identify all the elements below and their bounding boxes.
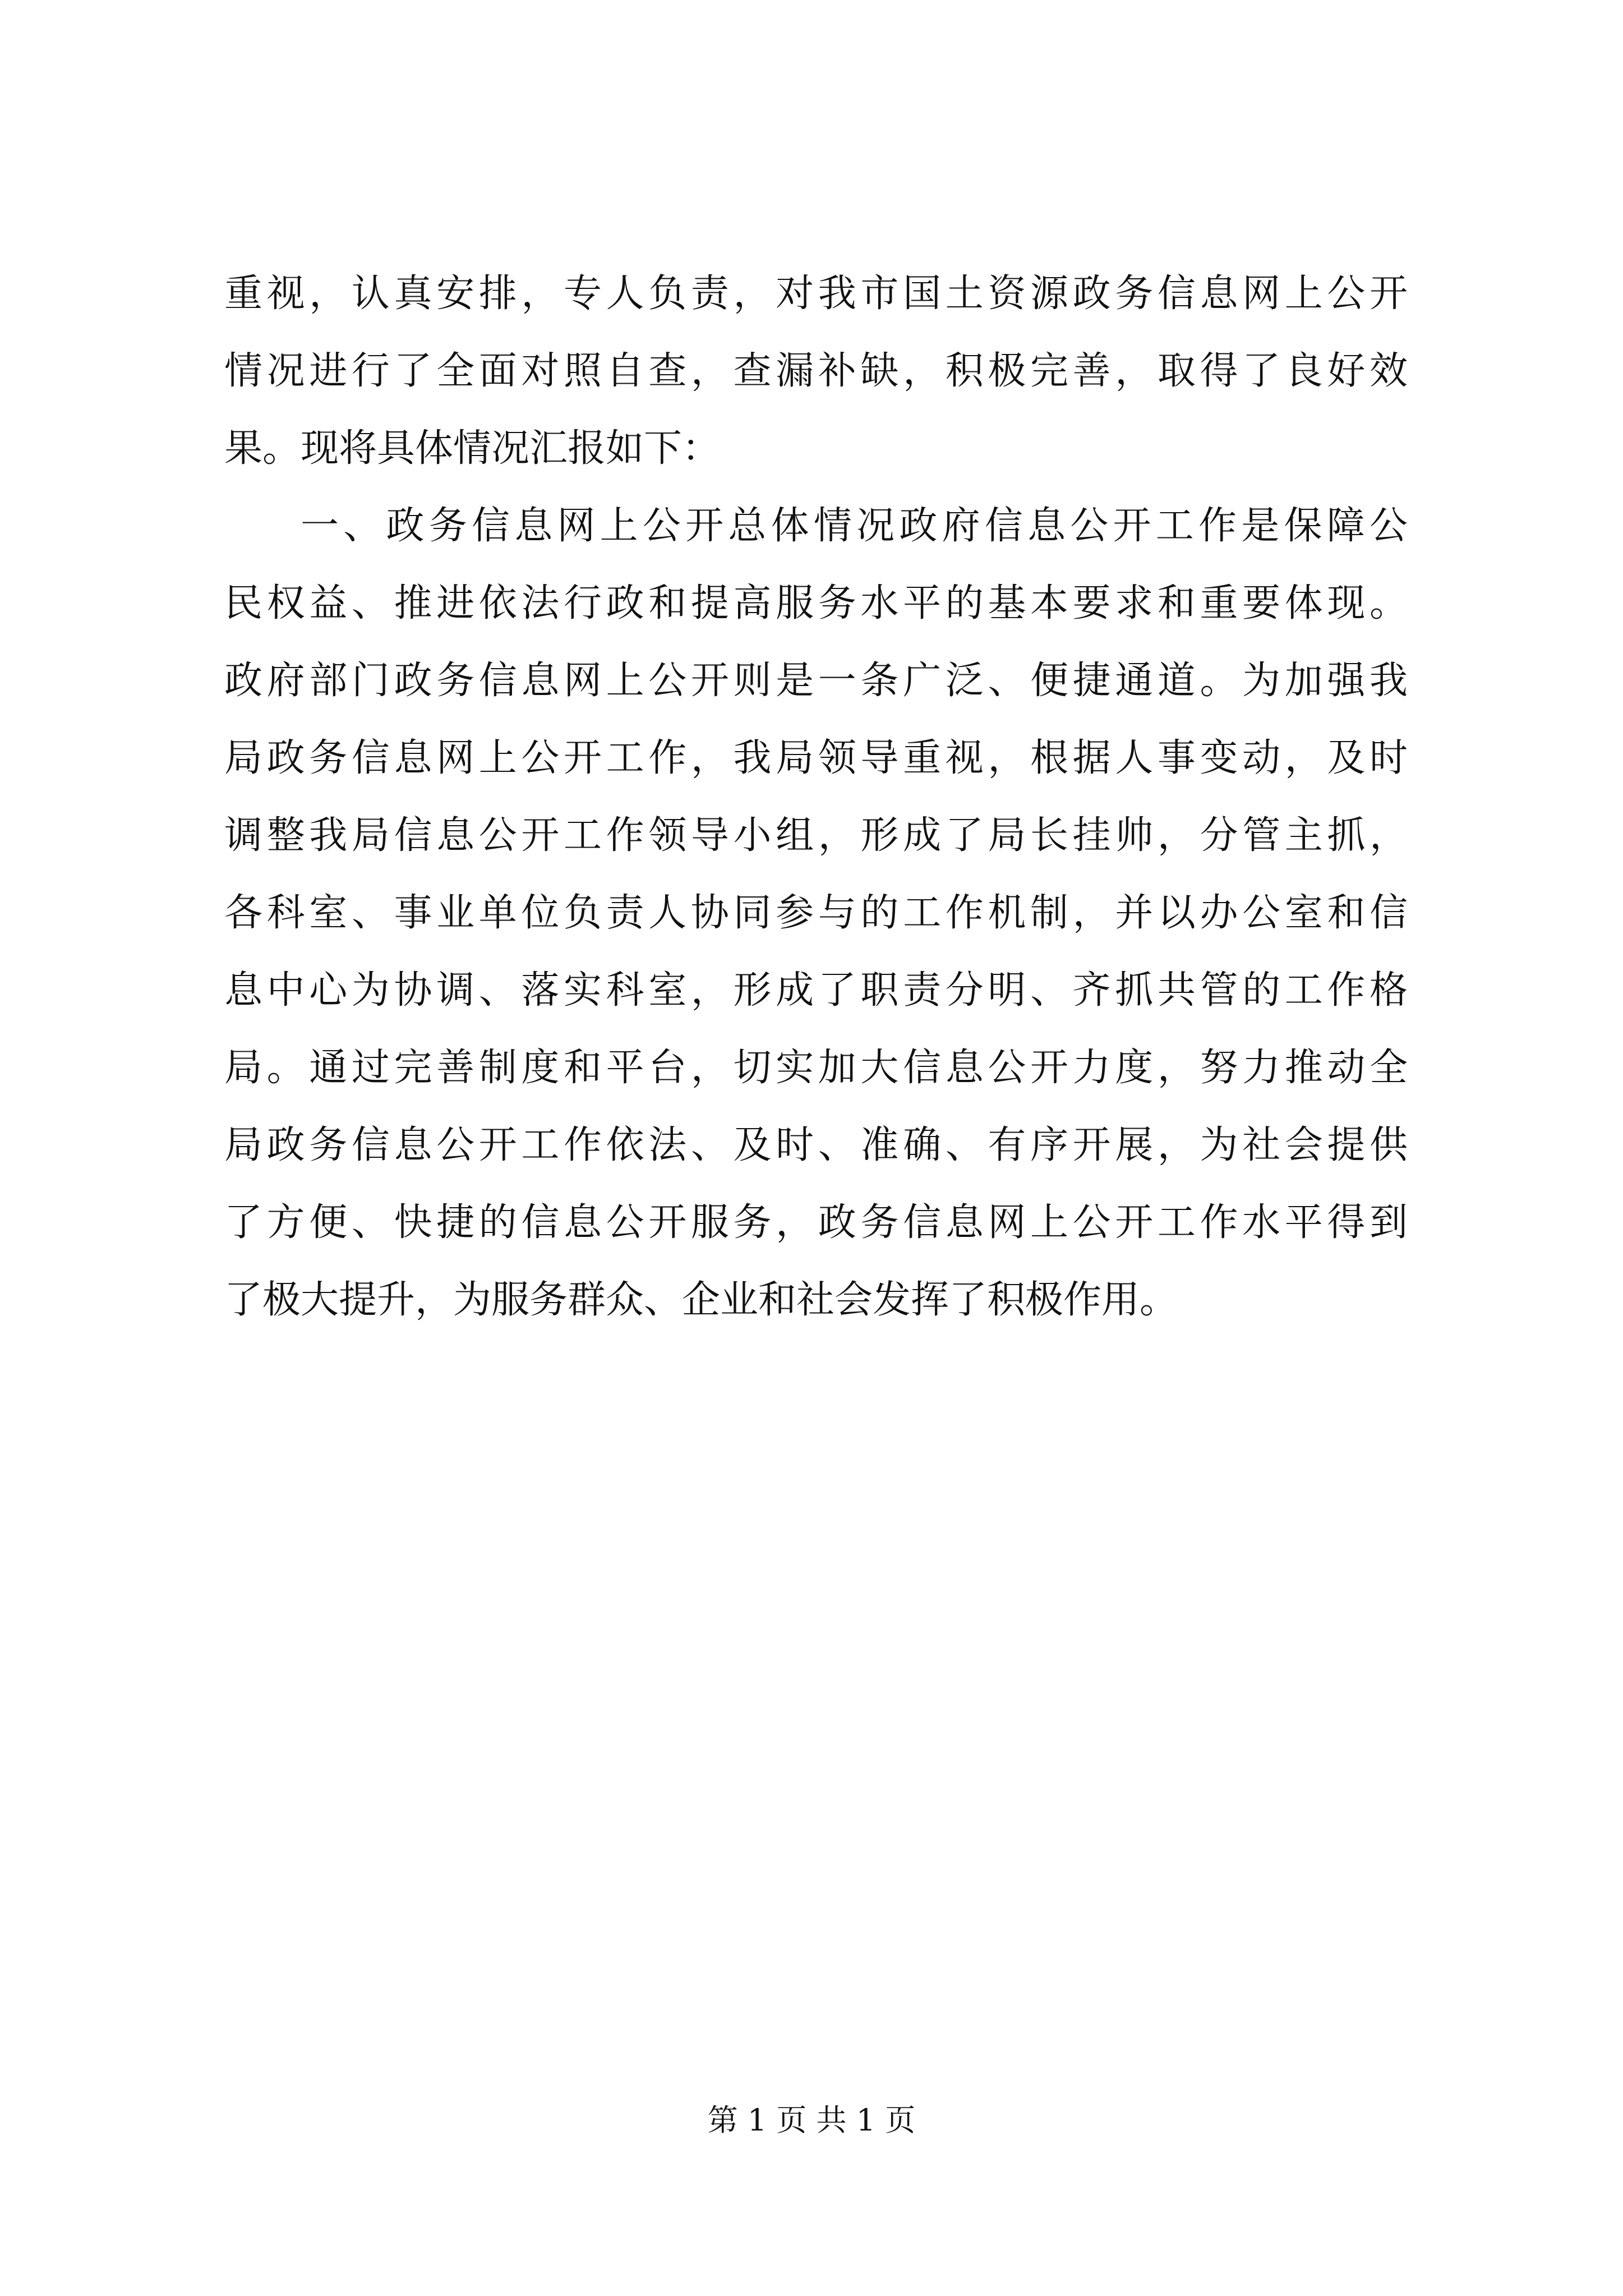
page-number-footer: 第 1 页 共 1 页 — [707, 2102, 916, 2138]
text-line: 局。通过完善制度和平台，切实加大信息公开力度，努力推动全 — [224, 1046, 1408, 1090]
text-line: 民权益、推进依法行政和提高服务水平的基本要求和重要体现。 — [224, 581, 1408, 625]
text-line: 了极大提升，为服务群众、企业和社会发挥了积极作用。 — [224, 1278, 1178, 1322]
text-line: 政府部门政务信息网上公开则是一条广泛、便捷通道。为加强我 — [224, 659, 1408, 703]
text-line: 息中心为协调、落实科室，形成了职责分明、齐抓共管的工作格 — [224, 968, 1408, 1013]
text-line: 果。现将具体情况汇报如下： — [224, 426, 721, 471]
text-line: 重视，认真安排，专人负责，对我市国土资源政务信息网上公开 — [224, 272, 1408, 316]
paragraph-1 — [224, 255, 1408, 487]
paragraph-2 — [224, 487, 1408, 1339]
text-line: 一、政务信息网上公开总体情况政府信息公开工作是保障公 — [301, 504, 1408, 548]
body-text — [224, 255, 1408, 1339]
text-line: 情况进行了全面对照自查，查漏补缺，积极完善，取得了良好效 — [224, 349, 1408, 393]
text-line: 局政务信息网上公开工作，我局领导重视，根据人事变动，及时 — [224, 736, 1408, 780]
text-line: 调整我局信息公开工作领导小组，形成了局长挂帅，分管主抓， — [224, 813, 1408, 858]
text-line: 了方便、快捷的信息公开服务，政务信息网上公开工作水平得到 — [224, 1200, 1408, 1245]
text-line: 各科室、事业单位负责人协同参与的工作机制，并以办公室和信 — [224, 891, 1408, 935]
text-line: 局政务信息公开工作依法、及时、准确、有序开展，为社会提供 — [224, 1123, 1408, 1167]
